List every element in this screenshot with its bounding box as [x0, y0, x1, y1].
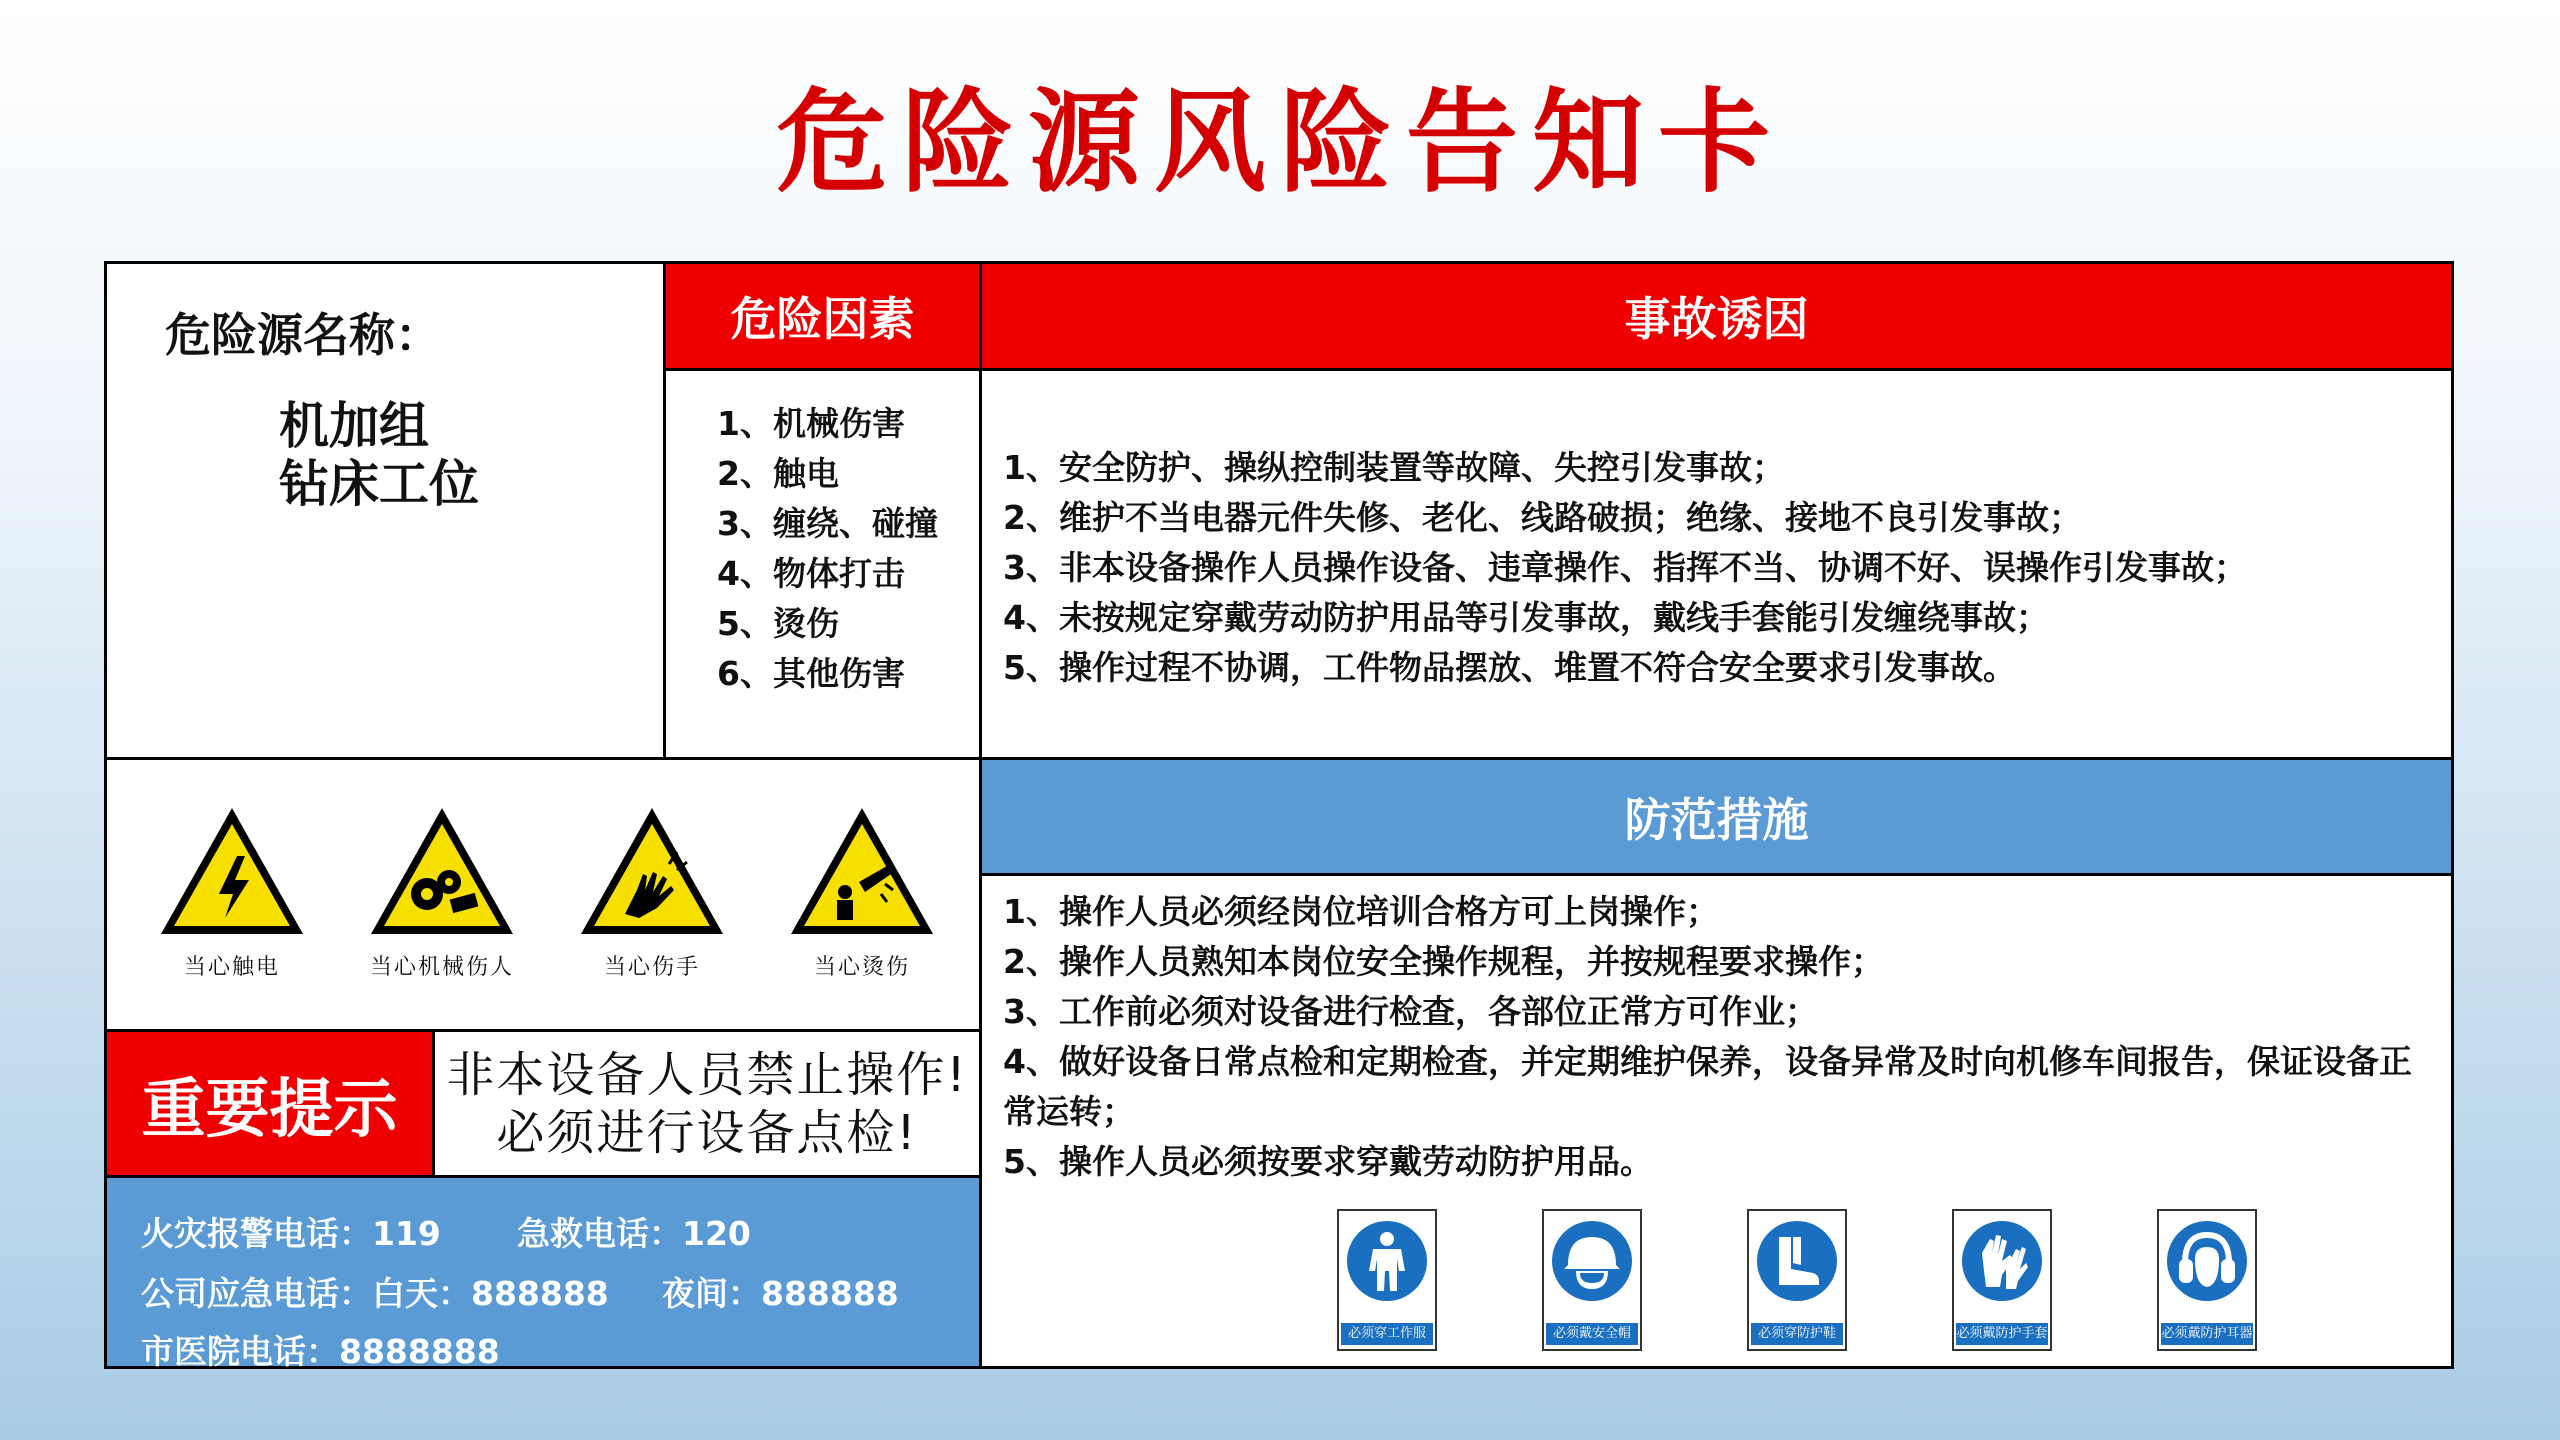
warning-caption: 当心机械伤人	[369, 955, 514, 980]
mandatory-caption: 必须穿防护鞋	[1751, 1323, 1843, 1345]
burn-warning-icon	[787, 804, 937, 938]
mandatory-signs	[1337, 1209, 2257, 1351]
divider	[979, 873, 2451, 876]
list-item: 1、操作人员必须经岗位培训合格方可上岗操作；	[1003, 892, 1719, 931]
list-item: 2、维护不当电器元件失修、老化、线路破损；绝缘、接地不良引发事故；	[1003, 498, 2082, 537]
tip-title: 重要提示	[141, 1072, 398, 1147]
mandatory-caption: 必须戴安全帽	[1546, 1323, 1638, 1345]
warning-sign	[147, 804, 317, 981]
warning-caption: 当心伤手	[603, 955, 700, 980]
list-item: 2、触电	[717, 454, 839, 493]
factors-header: 危险因素	[666, 264, 979, 368]
list-item: 6、其他伤害	[717, 654, 905, 693]
tip-message	[435, 1032, 979, 1175]
work-clothes-icon	[1345, 1219, 1429, 1303]
mandatory-sign	[1337, 1209, 1437, 1351]
company-day-phone: 公司应急电话：白天：888888	[141, 1274, 609, 1313]
tip-line2: 必须进行设备点检!	[496, 1104, 918, 1161]
list-item: 5、操作过程不协调，工件物品摆放、堆置不符合安全要求引发事故。	[1003, 648, 2016, 687]
risk-card	[104, 261, 2454, 1369]
list-item: 1、机械伤害	[717, 404, 905, 443]
causes-list	[1003, 443, 2247, 693]
measures-list	[1003, 887, 2443, 1187]
list-item: 3、非本设备操作人员操作设备、违章操作、指挥不当、协调不好、误操作引发事故；	[1003, 548, 2247, 587]
mandatory-caption: 必须穿工作服	[1341, 1323, 1433, 1345]
causes-header: 事故诱因	[982, 264, 2451, 368]
list-item: 1、安全防护、操纵控制装置等故障、失控引发事故；	[1003, 448, 1785, 487]
tip-line1: 非本设备人员禁止操作!	[446, 1046, 968, 1103]
warning-signs	[147, 804, 947, 981]
page-title: 危险源风险告知卡	[776, 78, 1784, 208]
contacts-panel	[107, 1178, 979, 1371]
mandatory-caption: 必须戴防护手套	[1956, 1323, 2048, 1345]
list-item: 4、未按规定穿戴劳动防护用品等引发事故，戴线手套能引发缠绕事故；	[1003, 598, 2049, 637]
safety-boots-icon	[1755, 1219, 1839, 1303]
divider	[663, 368, 2451, 371]
hand-injury-warning-icon	[577, 804, 727, 938]
warning-caption: 当心烫伤	[813, 955, 910, 980]
list-item: 5、操作人员必须按要求穿戴劳动防护用品。	[1003, 1142, 1653, 1181]
warning-sign	[777, 804, 947, 981]
source-name-line1: 机加组	[279, 397, 429, 455]
mandatory-caption: 必须戴防护耳器	[2161, 1323, 2253, 1345]
mandatory-sign	[1542, 1209, 1642, 1351]
protective-gloves-icon	[1960, 1219, 2044, 1303]
mandatory-sign	[1952, 1209, 2052, 1351]
source-label: 危险源名称：	[165, 308, 441, 362]
safety-helmet-icon	[1550, 1219, 1634, 1303]
mandatory-sign	[1747, 1209, 1847, 1351]
machinery-injury-warning-icon	[367, 804, 517, 938]
emergency-phone: 急救电话：120	[517, 1214, 751, 1253]
ear-protector-icon	[2165, 1219, 2249, 1303]
list-item: 4、做好设备日常点检和定期检查，并定期维护保养，设备异常及时向机修车间报告，保证设备正常运转；	[1003, 1042, 2412, 1131]
list-item: 4、物体打击	[717, 554, 905, 593]
company-night-phone: 夜间：888888	[662, 1274, 899, 1313]
fire-phone: 火灾报警电话：119	[141, 1214, 441, 1253]
warning-caption: 当心触电	[183, 955, 280, 980]
mandatory-sign	[2157, 1209, 2257, 1351]
warning-sign	[567, 804, 737, 981]
hospital-phone: 市医院电话：8888888	[141, 1332, 500, 1371]
list-item: 3、缠绕、碰撞	[717, 504, 938, 543]
warning-sign	[357, 804, 527, 981]
source-name	[279, 397, 479, 513]
list-item: 2、操作人员熟知本岗位安全操作规程，并按规程要求操作；	[1003, 942, 1884, 981]
source-name-line2: 钻床工位	[279, 455, 479, 513]
electric-shock-warning-icon	[157, 804, 307, 938]
measures-header: 防范措施	[982, 760, 2451, 873]
list-item: 5、烫伤	[717, 604, 839, 643]
tip-title-cell	[107, 1032, 432, 1175]
list-item: 3、工作前必须对设备进行检查，各部位正常方可作业；	[1003, 992, 1818, 1031]
factors-list	[717, 399, 938, 699]
